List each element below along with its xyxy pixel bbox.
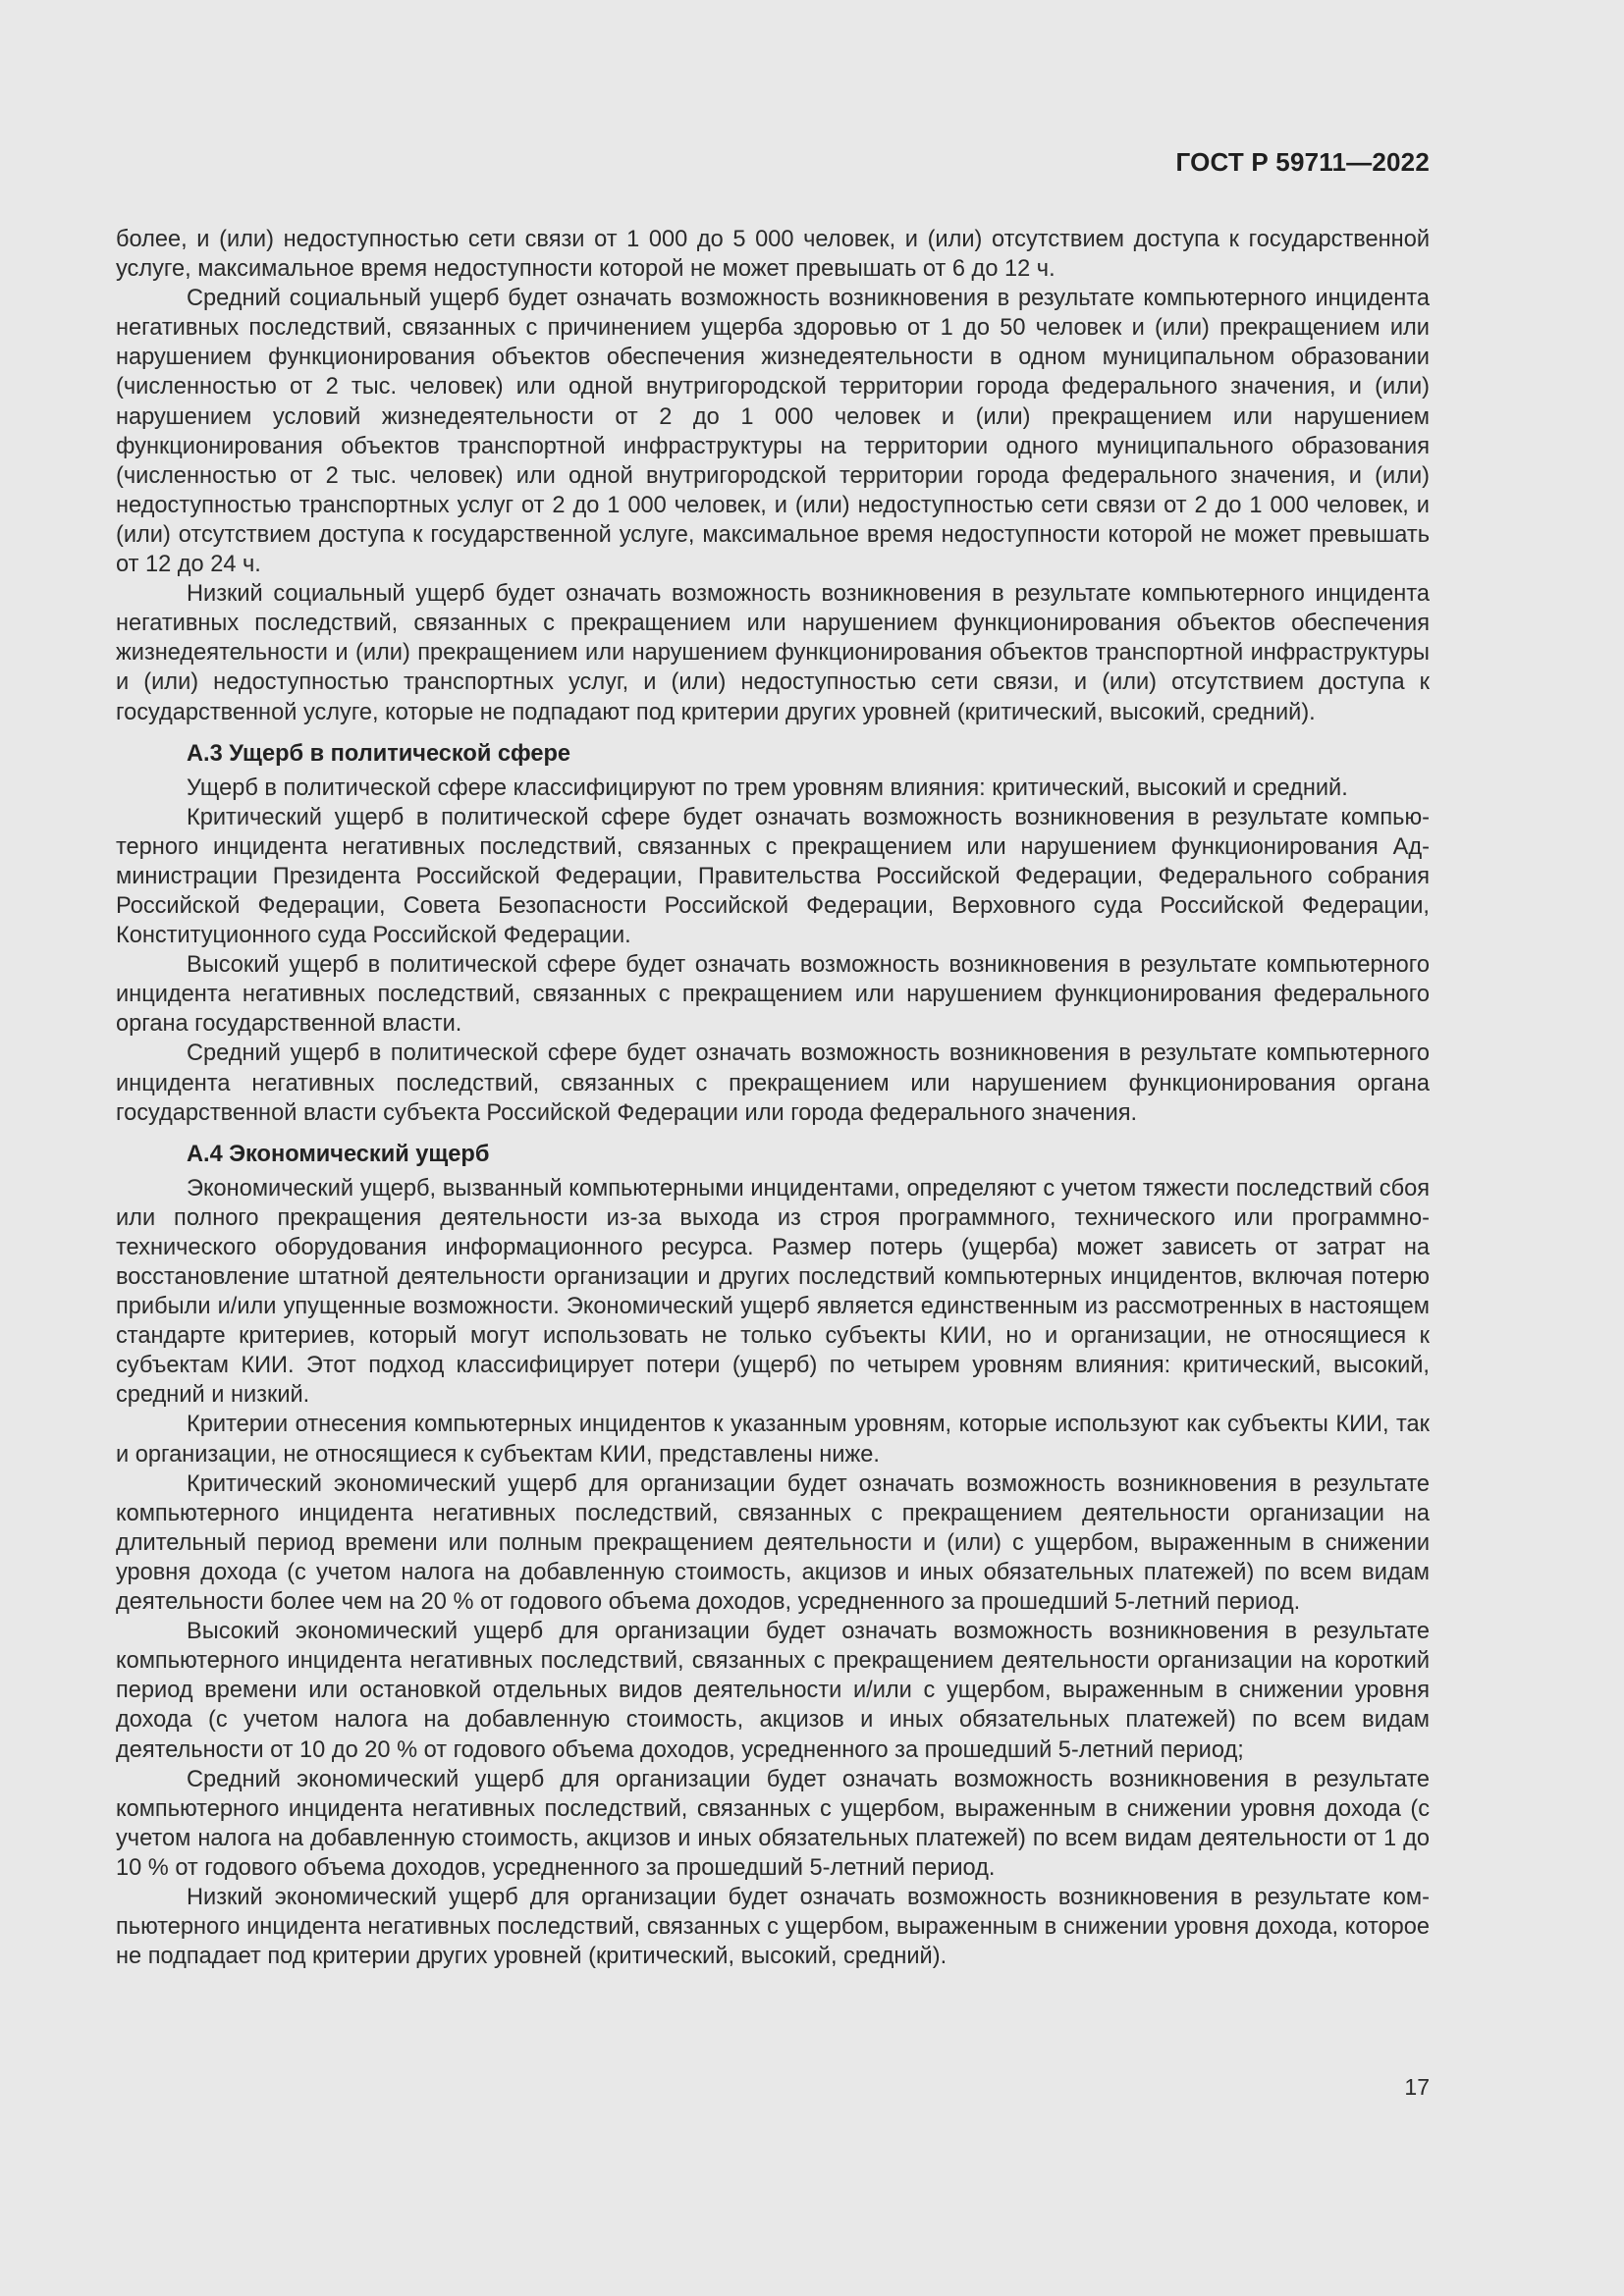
paragraph-political-critical: Критический ущерб в политической сфере будет означать возможность возникновения в результате компьютерного инцидента негативных последствий, связанных с прекращением или нарушением функционирования Администрации Президента Российской Федерации, Правительства Российской Федерации, Федерального собрания Российской Федерации, Совета Безопасности Российской Федерации, Верховного суда Российской Федерации, Конституционного суда Российской Федерации.: [116, 804, 1430, 949]
paragraph-political-medium: Средний ущерб в политической сфере будет означать возможность возникновения в результате компьютерного инцидента негативных последствий, связанных с прекращением или нарушением функционирования органа государственной власти субъекта Российской Федерации или города федерального значения.: [116, 1041, 1430, 1126]
paragraph-continuation: более, и (или) недоступностью сети связи от 1 000 до 5 000 человек, и (или) отсутствием доступа к государственной услуге, максимальное время недоступности которой не может превышать от 6 до 12 ч.: [116, 227, 1430, 283]
section-heading-a4: А.4 Экономический ущерб: [187, 1141, 490, 1167]
paragraph-economic-intro: Экономический ущерб, вызванный компьютерными инцидентами, определяют с учетом тяжести последствий сбоя или полного прекращения деятельности из-за выхода из строя программного, технического или программно-технического оборудования информационного ресурса. Размер потерь (ущерба) может зависеть от затрат на восстановление штатной деятельности организации и других последствий компьютерных инцидентов, включая потерю прибыли и/или упущенные возможности. Экономический ущерб является единственным из рассмотренных в настоящем стандарте критериев, который могут использовать не только субъекты КИИ, но и организации, не относящиеся к субъектам КИИ. Этот подход классифицирует потери (ущерб) по четырем уровням влияния: критический, высокий, средний и низкий.: [116, 1175, 1430, 1409]
page-number: 17: [1404, 2074, 1430, 2100]
paragraph-economic-critical: Критический экономический ущерб для организации будет означать возможность возникновения в результате компьютерного инцидента негативных последствий, связанных с прекращением деятельности организации на длительный период времени или полным прекращением деятельности и (или) с ущербом, выраженным в снижении уровня дохода (с учетом налога на добавленную стоимость, акцизов и иных обязательных платежей) по всем видам деятельности более чем на 20 % от годового объема доходов, усредненного за прошедший 5-летний период.: [116, 1470, 1430, 1616]
page-body: [116, 225, 1430, 1971]
paragraph-economic-low: Низкий экономический ущерб для организации будет означать возможность возникновения в результате компьютерного инцидента негативных последствий, связанных с ущербом, выраженным в снижении уровня дохода, которое не подпадает под критерии других уровней (критический, высокий, средний).: [116, 1884, 1430, 1970]
paragraph-medium-social-damage: Средний социальный ущерб будет означать возможность возникновения в результате компьютерного инцидента негативных последствий, связанных с причинением ущерба здоровью от 1 до 50 человек и (или) прекращением или нарушением функционирования объектов обеспечения жизнедеятельности в одном муниципальном образовании (численностью от 2 тыс. человек) или одной внутригородской территории города федерального значения, и (или) нарушением условий жизнедеятельности от 2 до 1 000 человек и (или) прекращением или нарушением функционирования объектов транспортной инфраструктуры на территории одного муниципального образования (численностью от 2 тыс. человек) или одной внутригородской территории города федерального значения, и (или) недоступностью транспортных услуг от 2 до 1 000 человек, и (или) недоступностью сети связи от 2 до 1 000 человек, и (или) отсутствием доступа к государственной услуге, максимальное время недоступности которой не может превышать от 12 до 24 ч.: [116, 286, 1430, 578]
paragraph-economic-criteria: Критерии отнесения компьютерных инцидентов к указанным уровням, которые используют как субъекты КИИ, так и организации, не относящиеся к субъектам КИИ, представлены ниже.: [116, 1412, 1430, 1468]
paragraph-economic-high: Высокий экономический ущерб для организации будет означать возможность возникновения в результате компьютерного инцидента негативных последствий, связанных с прекращением деятельности организации на короткий период времени или остановкой отдельных видов деятельности и/или с ущербом, выраженным в снижении уровня дохода (с учетом налога на добавленную стоимость, акцизов и иных обязательных платежей) по всем видам деятельности от 10 до 20 % от годового объема доходов, усредненного за прошедший 5-летний период;: [116, 1619, 1430, 1763]
document-code-header: ГОСТ Р 59711—2022: [1175, 147, 1430, 177]
section-heading-a3: А.3 Ущерб в политической сфере: [187, 740, 571, 767]
paragraph-low-social-damage: Низкий социальный ущерб будет означать возможность возникновения в результате компьютерного инцидента негативных последствий, связанных с прекращением или нарушением функционирования объектов обеспечения жизнедеятельности и (или) прекращением или нарушением функционирования объектов транспортной инфраструктуры и (или) недоступностью транспортных услуг, и (или) недоступностью сети связи, и (или) отсутствием доступа к государственной услуге, которые не подпадают под критерии других уровней (критический, высокий, средний).: [116, 581, 1430, 725]
paragraph-political-intro: Ущерб в политической сфере классифицируют по трем уровням влияния: критический, высокий и средний.: [187, 774, 1348, 801]
paragraph-political-high: Высокий ущерб в политической сфере будет означать возможность возникновения в результате компьютерного инцидента негативных последствий, связанных с прекращением или нарушением функционирования федерального органа государственной власти.: [116, 952, 1430, 1038]
paragraph-economic-medium: Средний экономический ущерб для организации будет означать возможность возникновения в результате компьютерного инцидента негативных последствий, связанных с ущербом, выраженным в снижении уровня дохода (с учетом налога на добавленную стоимость, акцизов и иных обязательных платежей) по всем видам деятельности от 1 до 10 % от годового объема доходов, усредненного за прошедший 5-летний период.: [116, 1766, 1430, 1881]
